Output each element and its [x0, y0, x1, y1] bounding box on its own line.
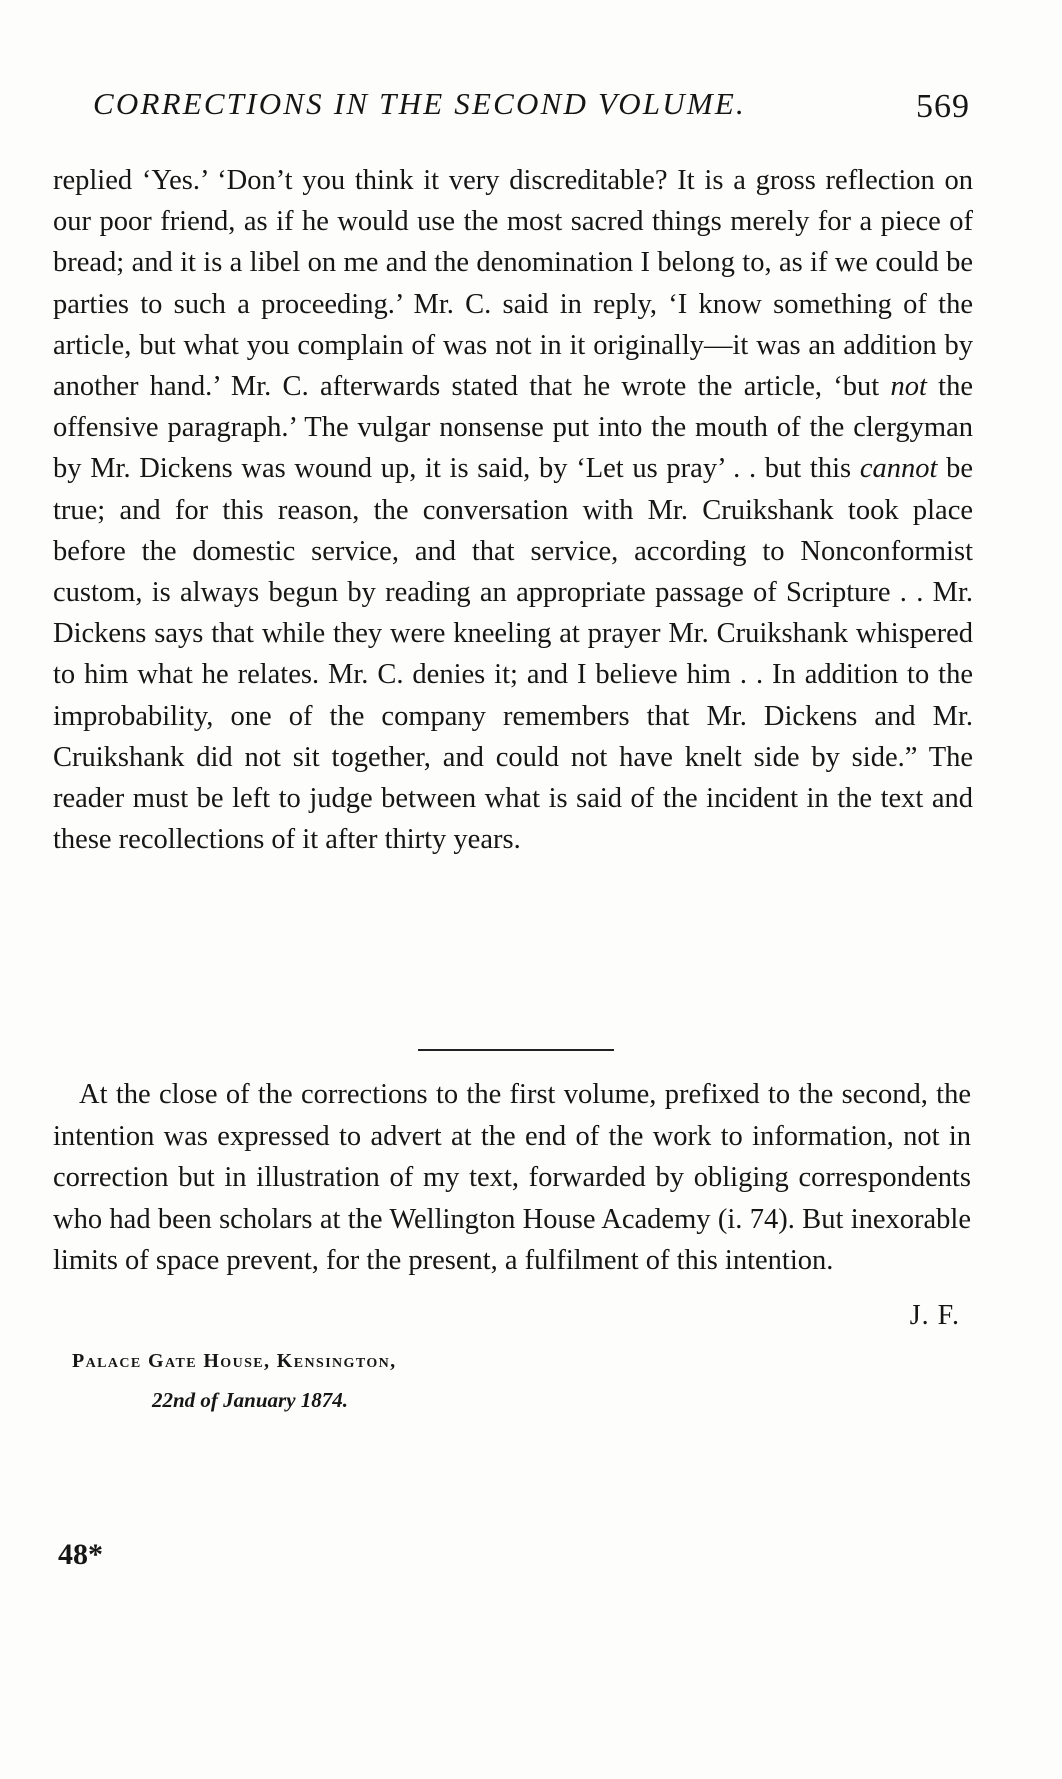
- paragraph-1-part-c: be true; and for this reason, the conversation with Mr. Cruikshank took place before the domestic service, and that service, according to Nonconformist custom, is always begun by reading an appropriate passage of Scripture . . Mr. Dickens says that while they were kneeling at prayer Mr. Cruikshank whispered to him what he relates. Mr. C. denies it; and I believe him . . In addition to the improbability, one of the company remembers that Mr. Dickens and Mr. Cruikshank did not sit together, and could not have knelt side by side.” The reader must be left to judge between what is said of the incident in the text and these recollections of it after thirty years.: [53, 453, 973, 856]
- running-head: [93, 86, 973, 136]
- date-line: 22nd of January 1874.: [152, 1388, 349, 1412]
- printer-signature-mark: 48*: [58, 1538, 103, 1571]
- page-number: 569: [916, 88, 970, 125]
- paragraph-1: [53, 160, 973, 860]
- author-initials: J. F.: [909, 1300, 960, 1331]
- paragraph-1-part-b: the offensive paragraph.’ The vulgar nonsense put into the mouth of the clergyman by Mr. Dickens was wound up, it is said, by ‘Let us pray’ . . but this: [53, 371, 973, 485]
- paragraph-1-part-a: replied ‘Yes.’ ‘Don’t you think it very discreditable? It is a gross reflection on our poor friend, as if he would use the most sacred things merely for a piece of bread; and it is a libel on me and the denomination I belong to, as if we could be parties to such a proceeding.’ Mr. C. said in reply, ‘I know something of the article, but what you complain of was not in it originally—it was an addition by another hand.’ Mr. C. afterwards stated that he wrote the article, ‘but: [53, 165, 973, 403]
- section-divider: [418, 1049, 614, 1051]
- emphasis-not: not: [890, 371, 927, 403]
- address-line: Palace Gate House, Kensington,: [72, 1350, 397, 1372]
- paragraph-2: At the close of the corrections to the first volume, prefixed to the second, the intention was expressed to advert at the end of the work to information, not in correction but in illustration of my text, forwarded by obliging correspondents who had been scholars at the Wellington House Academy (i. 74). But inexorable limits of space prevent, for the present, a fulfilment of this intention.: [53, 1079, 971, 1276]
- running-title: CORRECTIONS IN THE SECOND VOLUME.: [93, 86, 746, 121]
- emphasis-cannot: cannot: [859, 453, 938, 485]
